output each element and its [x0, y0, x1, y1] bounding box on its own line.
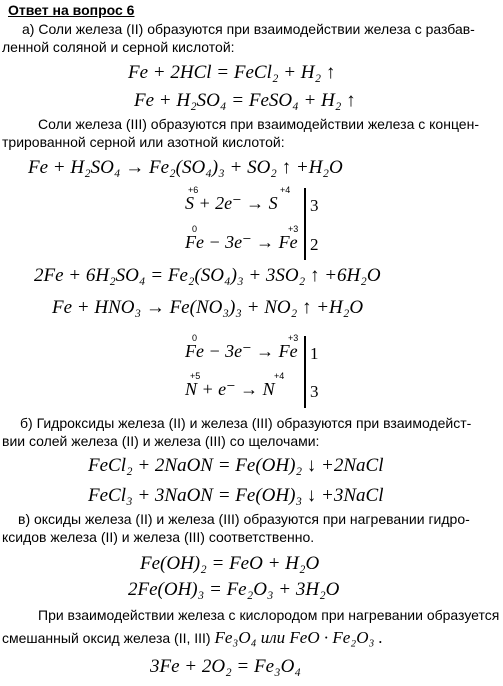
coefficient-iron-2: 1 — [310, 344, 319, 363]
para-b-line-2: вии солей железа (II) и железа (III) со щелочами: — [2, 433, 320, 449]
para-c-line-2: ксидов железа (II) и железа (III) соответственно. — [2, 529, 315, 545]
ox-state-s-right: +4 — [280, 185, 291, 195]
equation-fe-hcl: Fe + 2HCl = FeCl₂ + H₂ ↑ — [128, 62, 336, 83]
half-reaction-nitrogen: N + e⁻ → N — [185, 379, 275, 399]
equation-fe-oxygen: 3Fe + 2O₂ = Fe₃O₄ — [150, 656, 301, 677]
ox-state-n-left: +5 — [190, 371, 201, 381]
ox-state-fe-left-2: 0 — [192, 333, 198, 343]
balance-divider-2 — [304, 336, 306, 408]
para-a-line-1: а) Соли железа (II) образуются при взаимодействии железа с разбав- — [22, 21, 475, 37]
ox-state-fe-right: +3 — [288, 224, 299, 234]
para-c-line-1: в) оксиды железа (II) и железа (III) образуются при нагревании гидро- — [18, 511, 470, 527]
ox-state-fe-left: 0 — [192, 224, 198, 234]
equation-fe-h2so4-conc: Fe + H₂SO₄ → Fe₂(SO₄)₃ + SO₂ ↑ +H₂O — [28, 157, 343, 178]
para-a2-line-1: Соли железа (III) образуются при взаимодействии железа с концен- — [38, 116, 479, 132]
half-reaction-iron-2: Fe − 3e⁻ → Fe — [185, 341, 298, 361]
ox-state-fe-right-2: +3 — [288, 333, 299, 343]
half-reaction-iron: Fe − 3e⁻ → Fe — [185, 232, 298, 252]
ox-state-n-right: +4 — [274, 371, 285, 381]
equation-balanced-h2so4: 2Fe + 6H₂SO₄ = Fe₂(SO₄)₃ + 3SO₂ ↑ +6H₂O — [34, 265, 381, 286]
para-d-line-2-text: смешанный оксид железа (II, III) — [2, 630, 211, 646]
para-b-line-1: б) Гидроксиды железа (II) и железа (III) образуются при взаимодейст- — [20, 415, 472, 431]
para-d-line-1: При взаимодействии железа с кислородом при нагревании образуется — [38, 607, 500, 623]
balance-divider-1 — [304, 188, 306, 260]
equation-fecl3-naoh: FeCl₃ + 3NaON = Fe(OH)₃ ↓ +3NaCl — [88, 485, 384, 506]
equation-feoh3-heating: 2Fe(OH)₃ = Fe₂O₃ + 3H₂O — [128, 579, 340, 600]
para-a-line-2: ленной соляной и серной кислотой: — [2, 39, 235, 55]
answer-header: Ответ на вопрос 6 — [8, 2, 135, 18]
coefficient-sulfur: 3 — [310, 196, 319, 215]
equation-fecl2-naoh: FeCl₂ + 2NaON = Fe(OH)₂ ↓ +2NaCl — [88, 455, 384, 476]
para-d-line-2 — [2, 629, 383, 647]
coefficient-nitrogen: 3 — [310, 382, 319, 401]
coefficient-iron: 2 — [310, 235, 319, 254]
mixed-oxide-formula: Fe₃O₄ или FeO · Fe₂O₃ . — [214, 628, 383, 647]
equation-feoh2-heating: Fe(OH)₂ = FeO + H₂O — [140, 553, 320, 574]
half-reaction-sulfur: S + 2e⁻ → S — [185, 193, 278, 213]
ox-state-s-left: +6 — [188, 185, 199, 195]
equation-fe-hno3: Fe + HNO₃ → Fe(NO₃)₃ + NO₂ ↑ +H₂O — [52, 297, 364, 318]
equation-fe-h2so4-dilute: Fe + H₂SO₄ = FeSO₄ + H₂ ↑ — [134, 90, 356, 111]
para-a2-line-2: трированной серной или азотной кислотой: — [2, 134, 285, 150]
